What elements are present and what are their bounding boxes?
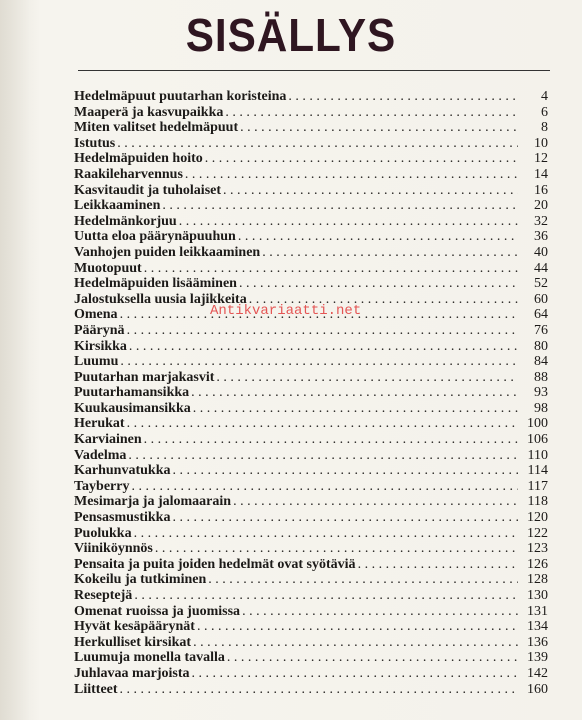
toc-entry bbox=[74, 448, 548, 464]
toc-leader-dots bbox=[225, 105, 518, 121]
toc-entry-page: 130 bbox=[527, 588, 548, 603]
toc-entry-title: Tayberry bbox=[74, 478, 130, 494]
toc-leader-dots bbox=[127, 323, 518, 339]
toc-entry-title: Hyvät kesäpäärynät bbox=[74, 619, 195, 635]
toc-entry-title: Pensaita ja puita joiden hedelmät ovat syötäviä bbox=[74, 556, 356, 572]
toc-entry-page: 123 bbox=[527, 541, 548, 557]
toc-entry-page: 10 bbox=[534, 135, 548, 151]
toc-entry bbox=[74, 635, 548, 651]
toc-entry-title: Hedelmänkorjuu bbox=[74, 213, 177, 229]
toc-entry bbox=[74, 183, 548, 199]
toc-entry-page: 98 bbox=[534, 400, 548, 416]
toc-entry-page: 118 bbox=[527, 494, 548, 510]
toc-entry-title: Vanhojen puiden leikkaaminen bbox=[74, 244, 261, 260]
toc-entry-page: 110 bbox=[527, 447, 548, 463]
toc-entry bbox=[74, 214, 548, 230]
toc-entry bbox=[74, 463, 548, 479]
toc-entry-page: 84 bbox=[534, 354, 548, 370]
toc-entry bbox=[74, 229, 548, 245]
toc-leader-dots bbox=[358, 557, 518, 573]
toc-entry-page: 64 bbox=[534, 307, 548, 323]
toc-entry-page: 36 bbox=[534, 229, 548, 245]
toc-entry-title: Kuukausimansikka bbox=[74, 400, 191, 416]
toc-entry bbox=[74, 89, 548, 105]
toc-leader-dots bbox=[117, 136, 518, 152]
toc-entry bbox=[74, 323, 548, 339]
toc-entry bbox=[74, 167, 548, 183]
toc-leader-dots bbox=[242, 604, 518, 620]
toc-leader-dots bbox=[129, 339, 518, 355]
toc-leader-dots bbox=[131, 479, 518, 495]
toc-entry-page: 117 bbox=[527, 478, 548, 494]
toc-leader-dots bbox=[185, 167, 518, 183]
toc-leader-dots bbox=[193, 401, 518, 417]
toc-leader-dots bbox=[238, 229, 518, 245]
toc-entry-page: 100 bbox=[527, 416, 548, 432]
toc-entry-title: Leikkaaminen bbox=[74, 198, 161, 214]
toc-entry-page: 136 bbox=[527, 634, 548, 650]
toc-entry bbox=[74, 479, 548, 495]
toc-entry-title: Luumu bbox=[74, 354, 119, 370]
toc-entry-title: Jalostuksella uusia lajikkeita bbox=[74, 291, 247, 307]
toc-entry-page: 142 bbox=[527, 665, 548, 681]
toc-leader-dots bbox=[162, 198, 518, 214]
toc-entry-page: 6 bbox=[541, 104, 548, 120]
toc-entry-title: Pensasmustikka bbox=[74, 510, 171, 526]
toc-entry bbox=[74, 666, 548, 682]
toc-entry-title: Hedelmäpuut puutarhan koristeina bbox=[74, 89, 287, 104]
toc-entry-title: Omena bbox=[74, 307, 118, 323]
toc-entry-title: Uutta eloa päärynäpuuhun bbox=[74, 229, 236, 245]
toc-entry bbox=[74, 245, 548, 261]
toc-entry bbox=[74, 151, 548, 167]
page-title: SISÄLLYS bbox=[185, 9, 397, 61]
toc-entry bbox=[74, 526, 548, 542]
toc-entry bbox=[74, 385, 548, 401]
toc-entry-title: Reseptejä bbox=[74, 588, 133, 603]
toc-entry-title: Vadelma bbox=[74, 447, 127, 463]
toc-entry-title: Juhlavaa marjoista bbox=[74, 665, 190, 681]
toc-entry-title: Puolukka bbox=[74, 525, 132, 541]
toc-leader-dots bbox=[134, 588, 518, 604]
toc-entry-title: Päärynä bbox=[74, 322, 125, 338]
toc-leader-dots bbox=[127, 416, 518, 432]
toc-leader-dots bbox=[144, 432, 518, 448]
toc-leader-dots bbox=[240, 120, 518, 136]
toc-leader-dots bbox=[288, 89, 518, 105]
toc-entry-title: Luumuja monella tavalla bbox=[74, 650, 225, 666]
toc-entry-title: Raakileharvennus bbox=[74, 166, 183, 182]
toc-entry-title: Puutarhan marjakasvit bbox=[74, 369, 215, 385]
toc-entry bbox=[74, 619, 548, 635]
title-divider bbox=[78, 70, 550, 71]
toc-leader-dots bbox=[128, 448, 518, 464]
toc-entry bbox=[74, 198, 548, 214]
toc-leader-dots bbox=[134, 526, 518, 542]
toc-leader-dots bbox=[120, 682, 518, 698]
toc-entry-title: Miten valitset hedelmäpuut bbox=[74, 120, 239, 136]
toc-entry bbox=[74, 105, 548, 121]
toc-entry-page: 20 bbox=[534, 198, 548, 214]
toc-entry bbox=[74, 261, 548, 277]
toc-entry bbox=[74, 401, 548, 417]
toc-entry-page: 4 bbox=[541, 89, 548, 104]
toc-entry-title: Hedelmäpuiden lisääminen bbox=[74, 276, 237, 292]
toc-entry bbox=[74, 604, 548, 620]
toc-entry-title: Maaperä ja kasvupaikka bbox=[74, 104, 224, 120]
toc-entry bbox=[74, 588, 548, 604]
toc-entry-title: Kasvitaudit ja tuholaiset bbox=[74, 182, 222, 198]
toc-entry bbox=[74, 557, 548, 573]
toc-entry-page: 8 bbox=[541, 120, 548, 136]
toc-entry-page: 80 bbox=[534, 338, 548, 354]
toc-entry bbox=[74, 432, 548, 448]
toc-leader-dots bbox=[233, 494, 518, 510]
toc-entry-page: 76 bbox=[534, 322, 548, 338]
toc-entry-page: 32 bbox=[534, 213, 548, 229]
toc-entry-title: Herukat bbox=[74, 416, 125, 432]
toc-leader-dots bbox=[205, 151, 518, 167]
page-binding-shadow bbox=[0, 0, 40, 720]
toc-entry-page: 122 bbox=[527, 525, 548, 541]
toc-entry-title: Omenat ruoissa ja juomissa bbox=[74, 603, 241, 619]
toc-entry-page: 88 bbox=[534, 369, 548, 385]
toc-entry-title: Kokeilu ja tutkiminen bbox=[74, 572, 207, 588]
toc-leader-dots bbox=[172, 463, 518, 479]
toc-leader-dots bbox=[208, 572, 518, 588]
toc-leader-dots bbox=[155, 541, 518, 557]
toc-entry-page: 60 bbox=[534, 291, 548, 307]
toc-entry-title: Liitteet bbox=[74, 681, 118, 697]
toc-leader-dots bbox=[239, 276, 518, 292]
toc-entry bbox=[74, 339, 548, 355]
toc-leader-dots bbox=[120, 354, 518, 370]
toc-entry bbox=[74, 136, 548, 152]
toc-entry bbox=[74, 541, 548, 557]
toc-leader-dots bbox=[172, 510, 518, 526]
toc-entry bbox=[74, 416, 548, 432]
toc-entry-title: Kirsikka bbox=[74, 338, 127, 354]
toc-leader-dots bbox=[216, 370, 518, 386]
toc-entry-page: 14 bbox=[534, 166, 548, 182]
toc-leader-dots bbox=[197, 619, 518, 635]
toc-entry bbox=[74, 510, 548, 526]
toc-entry-page: 52 bbox=[534, 276, 548, 292]
toc-leader-dots bbox=[227, 650, 518, 666]
toc-entry bbox=[74, 650, 548, 666]
toc-entry bbox=[74, 370, 548, 386]
toc-entry bbox=[74, 494, 548, 510]
toc-leader-dots bbox=[223, 183, 518, 199]
toc-entry bbox=[74, 682, 548, 698]
toc-leader-dots bbox=[192, 666, 519, 682]
toc-entry-page: 106 bbox=[527, 432, 548, 448]
toc-leader-dots bbox=[193, 635, 518, 651]
toc-entry-page: 16 bbox=[534, 182, 548, 198]
toc-entry-title: Hedelmäpuiden hoito bbox=[74, 151, 203, 167]
toc-leader-dots bbox=[262, 245, 518, 261]
toc-entry-page: 134 bbox=[527, 619, 548, 635]
toc-entry bbox=[74, 572, 548, 588]
toc-entry-title: Istutus bbox=[74, 135, 116, 151]
toc-entry-title: Karhunvatukka bbox=[74, 463, 171, 479]
toc-entry-page: 160 bbox=[527, 681, 548, 697]
toc-entry-title: Karviainen bbox=[74, 432, 142, 448]
toc-entry-page: 114 bbox=[527, 463, 548, 479]
toc-entry-page: 93 bbox=[534, 385, 548, 401]
toc-entry-page: 131 bbox=[527, 603, 548, 619]
toc-entry-page: 44 bbox=[534, 260, 548, 276]
toc-entry-title: Mesimarja ja jalomaarain bbox=[74, 494, 232, 510]
toc-entry-page: 12 bbox=[534, 151, 548, 167]
toc-entry-page: 126 bbox=[527, 556, 548, 572]
toc-entry bbox=[74, 120, 548, 136]
toc-entry-title: Herkulliset kirsikat bbox=[74, 634, 192, 650]
toc-leader-dots bbox=[191, 385, 518, 401]
toc-leader-dots bbox=[144, 261, 518, 277]
toc-leader-dots bbox=[179, 214, 518, 230]
toc-entry-page: 120 bbox=[527, 510, 548, 526]
toc-entry-title: Viiniköynnös bbox=[74, 541, 153, 557]
watermark-text: Antikvariaatti.net bbox=[210, 303, 362, 319]
table-of-contents bbox=[74, 89, 548, 697]
toc-entry-title: Puutarhamansikka bbox=[74, 385, 190, 401]
toc-entry bbox=[74, 354, 548, 370]
toc-entry-title: Muotopuut bbox=[74, 260, 142, 276]
toc-entry-page: 139 bbox=[527, 650, 548, 666]
toc-entry bbox=[74, 276, 548, 292]
toc-entry-page: 128 bbox=[527, 572, 548, 588]
toc-entry-page: 40 bbox=[534, 244, 548, 260]
